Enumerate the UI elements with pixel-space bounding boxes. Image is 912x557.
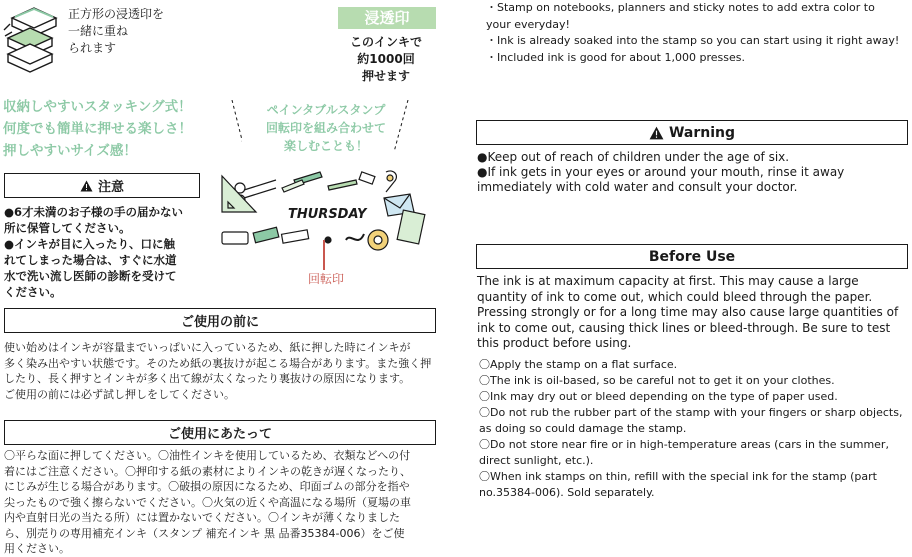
jp-usage-body [4, 448, 436, 557]
jp-before-line: 多く染み出やすい状態です。そのため紙の裏抜けが起こる場合があります。また強く押 [4, 356, 432, 370]
jp-warning-header [4, 173, 200, 198]
paintable-line: 回転印を組み合わせて [265, 121, 386, 135]
jp-before-line: ご使用の前には必ず試し押しをしてください。 [4, 387, 235, 401]
intro-line: られます [68, 41, 117, 55]
en-warning-line: ●If ink gets in your eyes or around your mouth, rinse it away [477, 165, 845, 179]
en-feature-bullets [486, 0, 906, 66]
en-usage-line: as doing so could damage the stamp. [479, 422, 687, 435]
en-usage-line: 〇Do not rub the rubber part of the stamp with your fingers or sharp objects, [479, 406, 903, 419]
en-before-line: The ink is at maximum capacity at first. This may cause a large [477, 274, 859, 288]
stacked-stamps-icon [2, 4, 60, 74]
jp-before-use-header [4, 308, 436, 333]
jp-warning-line: れてしまった場合は、すぐに水道 [4, 253, 177, 267]
feature-item: 押しやすいサイズ感！ [3, 143, 137, 159]
jp-before-use-body [4, 340, 436, 402]
en-usage-line: 〇Apply the stamp on a flat surface. [479, 358, 678, 371]
en-usage-line: no.35384-006). Sold separately. [479, 486, 655, 499]
rotary-pointer-line [323, 240, 325, 270]
en-usage-line: 〇Ink may dry out or bleed depending on the type of paper used. [479, 390, 838, 403]
penetrating-stamp-badge: 浸透印 [338, 7, 436, 29]
jp-usage-line: 内や直射日光の当たる所）には置かないでください。〇インキが薄くなりました [4, 511, 400, 524]
intro-line: 一緒に重ね [68, 24, 129, 38]
en-warning-line: ●Keep out of reach of children under the age of six. [477, 150, 790, 164]
ink-note-line: このインキで [349, 35, 422, 49]
en-warning-body [477, 150, 907, 195]
jp-before-line: 使い始めはインキが容量までいっぱいに入っているため、紙に押した時にインキが [4, 341, 411, 354]
jp-usage-line: 着にはご注意ください。〇押印する紙の素材によりインキの乾きが遅くなったり、 [4, 464, 411, 478]
dashed-divider [222, 100, 242, 152]
intro-line: 正方形の浸透印を [68, 7, 165, 21]
en-usage-line: 〇When ink stamps on thin, refill with the special ink for the stamp (part [479, 470, 877, 483]
ink-note-line: 押せます [361, 69, 410, 83]
ink-note [330, 34, 442, 85]
rotary-stamp-label: 回転印 [307, 272, 344, 286]
jp-usage-line: にじみが生じる場合があります。〇破損の原因になるため、印面ゴムの部分を指や [4, 480, 410, 493]
jp-warning-line: 所に保管してください。 [4, 221, 131, 235]
paintable-note [246, 101, 406, 155]
en-usage-line: 〇The ink is oil-based, so be careful not to get it on your clothes. [479, 374, 835, 387]
jp-usage-line: 尖ったもので強く擦らないでください。〇火気の近くや高温になる場所（夏場の車 [4, 495, 411, 509]
jp-usage-line: 〇平らな面に押してください。〇油性インキを使用しているため、衣類などへの付 [4, 449, 411, 462]
day-text: THURSDAY [288, 207, 367, 222]
en-bullet: ・Included ink is good for about 1,000 presses. [486, 50, 745, 64]
jp-usage-line: ら、別売りの専用補充インキ（スタンプ 補充インキ 黒 品番35384-006）をご使 [4, 526, 405, 540]
jp-before-use-title: ご使用の前に [180, 315, 259, 330]
en-before-line: quantity of ink to come out, which could bleed through the paper. [477, 289, 873, 304]
en-before-line: ink to come out, causing thick lines or bleed-through. Be sure to test [477, 320, 891, 335]
en-warning-line: immediately with cold water and consult your doctor. [477, 180, 798, 194]
en-before-use-body [477, 274, 907, 352]
en-bullet: ・Ink is already soaked into the stamp so you can start using it right away! [486, 34, 900, 47]
feature-item: 収納しやすいスタッキング式！ [3, 99, 192, 115]
feature-list [3, 96, 213, 162]
feature-item: 何度でも簡単に押せる楽しさ！ [3, 121, 192, 137]
jp-warning-line: ●インキが目に入ったり、口に触 [4, 237, 176, 251]
en-usage-body [479, 357, 909, 501]
ink-note-line: 約1000回 [357, 52, 415, 66]
en-before-use-header [476, 244, 908, 269]
jp-usage-header [4, 420, 436, 445]
en-before-line: Pressing strongly or for a long time may also cause large quantities of [477, 305, 899, 319]
jp-warning-line: 水で洗い流し医師の診断を受けて [4, 269, 177, 283]
jp-warning-line: ください。 [4, 285, 62, 299]
jp-warning-line: ●6才未満のお子様の手の届かない [4, 205, 184, 219]
en-warning-header [476, 120, 908, 145]
intro-text [68, 6, 188, 57]
paintable-line: 楽しむことも！ [283, 139, 368, 153]
en-usage-line: 〇Do not store near fire or in high-temperature areas (cars in the summer, [479, 438, 889, 451]
jp-usage-title: ご使用にあたって [167, 427, 272, 442]
jp-warning-body [4, 204, 200, 300]
en-before-line: this product before using. [477, 336, 632, 350]
paintable-line: ペインタブルスタンプ [266, 103, 386, 117]
en-bullet: your everyday! [486, 17, 570, 31]
en-before-use-title: Before Use [648, 248, 736, 265]
en-bullet: ・Stamp on notebooks, planners and sticky notes to add extra color to [486, 1, 875, 14]
jp-before-line: したり、長く押すとインキが多く出て線が太くなったり裏抜けの原因になります。 [4, 372, 411, 385]
en-usage-line: direct sunlight, etc.). [479, 454, 594, 467]
en-warning-title: Warning [668, 124, 736, 141]
warning-triangle-icon [80, 180, 93, 192]
jp-warning-title: 注意 [97, 180, 124, 195]
jp-usage-line: 用ください。 [4, 542, 70, 555]
warning-triangle-icon [649, 126, 664, 140]
